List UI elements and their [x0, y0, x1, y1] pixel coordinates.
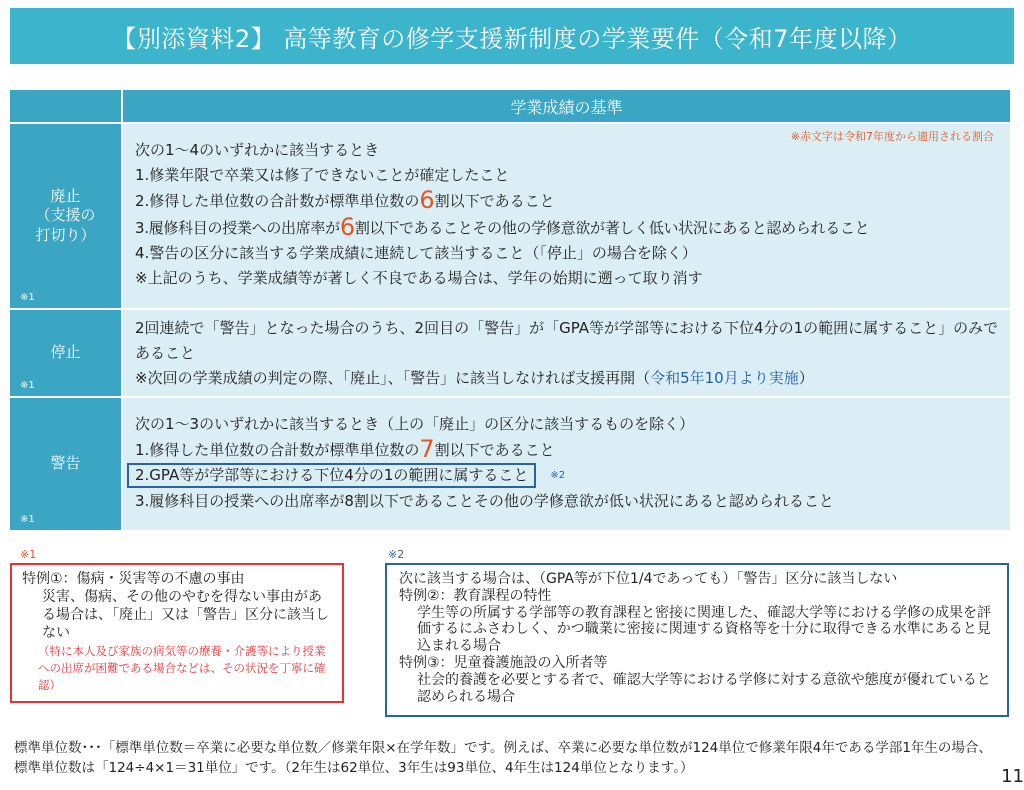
footnote: 標準単位数･･･「標準単位数＝卒業に必要な単位数／修業年限×在学年数」です。例えば、卒業に必要な単位数が124単位で修業年限4年である学部1年生の場合、標準単位数は「124÷4×1＝31単位」です。（2年生は62単位、3年生は93単位、4年生は124単位となります。）: [14, 740, 992, 777]
note-ref-1: ※1: [20, 292, 35, 303]
special-case-2-text: 学生等の所属する学部等の教育課程と密接に関連した、確認大学等における学修の成果を評価するにふさわしく、かつ職業に密接に関連する資格等を十分に取得できる水準にあると見込まれる場合: [417, 604, 991, 655]
gpa-criteria-box: 2.GPA等が学部等における下位4分の1の範囲に属すること: [127, 463, 536, 487]
page-title: 【別添資料2】 高等教育の修学支援新制度の学業要件（令和7年度以降）: [10, 8, 1014, 64]
ratio-number: 6: [339, 212, 355, 241]
special-case-1-box: [10, 563, 344, 703]
criteria-keikoku: [123, 398, 1010, 530]
criteria-intro: 次の1～4のいずれかに該当するとき: [135, 141, 380, 159]
note-ref-1: ※1: [20, 514, 35, 525]
category-label: 停止: [50, 343, 81, 362]
criteria-teishi: [123, 310, 1010, 396]
criteria-haishi: [123, 124, 1010, 308]
criteria-item-3: 3.履修科目の授業への出席率が6割以下であることその他の学修意欲が著しく低い状況にあると認められること: [135, 212, 870, 241]
special-case-3-text: 社会的養護を必要とする者で、確認大学等における学修に対する意欲や態度が優れていると認められる場合: [417, 671, 991, 705]
note-ref-2: ※2: [550, 470, 566, 482]
requirements-table: [10, 90, 1010, 530]
criteria-item-1: 1.修得した単位数の合計数が標準単位数の7割以下であること: [135, 435, 555, 464]
special-case-1-red-note: （特に本人及び家族の病気等の療養・介護等により授業への出席が困難である場合などは、その状況を丁寧に確認）: [38, 643, 326, 693]
special-case-3-title: 特例③：児童養護施設の入所者等: [399, 654, 608, 671]
note1-mark: ※1: [20, 548, 37, 561]
category-haishi: [10, 124, 121, 308]
note2-mark: ※2: [388, 548, 405, 561]
table-row-haishi: [10, 124, 1010, 308]
special-case-intro: 次に該当する場合は、（GPA等が下位1/4であっても）「警告」区分に該当しない: [399, 571, 898, 587]
criteria-item-2: [135, 463, 1000, 488]
special-case-1-text: 災害、傷病、その他のやむを得ない事由がある場合は、「廃止」又は「警告」区分に該当しない: [42, 588, 329, 641]
ratio-number: 6: [419, 186, 435, 215]
criteria-item-2: 2.修得した単位数の合計数が標準単位数の6割以下であること: [135, 186, 555, 215]
criteria-note: ※次回の学業成績の判定の際、「廃止」、「警告」に該当しなければ支援再開（令和5年10月より実施）: [135, 369, 814, 388]
table-header-row: [10, 90, 1010, 122]
category-label: 警告: [50, 454, 81, 473]
table-header: 学業成績の基準: [123, 90, 1010, 122]
criteria-note: ※上記のうち、学業成績等が著しく不良である場合は、学年の始期に遡って取り消す: [135, 268, 703, 287]
special-case-2-3-box: [385, 563, 1009, 717]
criteria-item-4: 4.警告の区分に該当する学業成績に連続して該当すること（「停止」の場合を除く）: [135, 243, 697, 262]
table-row-teishi: [10, 310, 1010, 396]
criteria-item-1: 2回連続で「警告」となった場合のうち、2回目の「警告」が「GPA等が学部等における下位4分の1の範囲に属すること」のみであること: [135, 319, 999, 363]
criteria-item-3: 3.履修科目の授業への出席率が8割以下であることその他の学修意欲が低い状況にあると認められること: [135, 491, 834, 510]
red-text-note: ※赤文字は令和7年度から適用される割合: [790, 130, 994, 143]
category-label: 廃止 （支援の 打切り）: [35, 186, 96, 244]
note-ref-1: ※1: [20, 380, 35, 391]
criteria-item-1: 1.修業年限で卒業又は修了できないことが確定したこと: [135, 166, 510, 185]
table-row-keikoku: [10, 398, 1010, 530]
special-case-2-title: 特例②：教育課程の特性: [399, 587, 552, 604]
criteria-intro: 次の1～3のいずれかに該当するとき（上の「廃止」の区分に該当するものを除く）: [135, 415, 695, 433]
special-case-1-title: 特例①：傷病・災害等の不慮の事由: [22, 571, 245, 587]
ratio-number: 7: [419, 435, 435, 464]
category-keikoku: [10, 398, 121, 530]
category-teishi: [10, 310, 121, 396]
header-blank-cell: [10, 90, 121, 122]
blue-date-text: 令和5年10月より実施: [650, 369, 799, 388]
page-number: 11: [1001, 766, 1024, 787]
